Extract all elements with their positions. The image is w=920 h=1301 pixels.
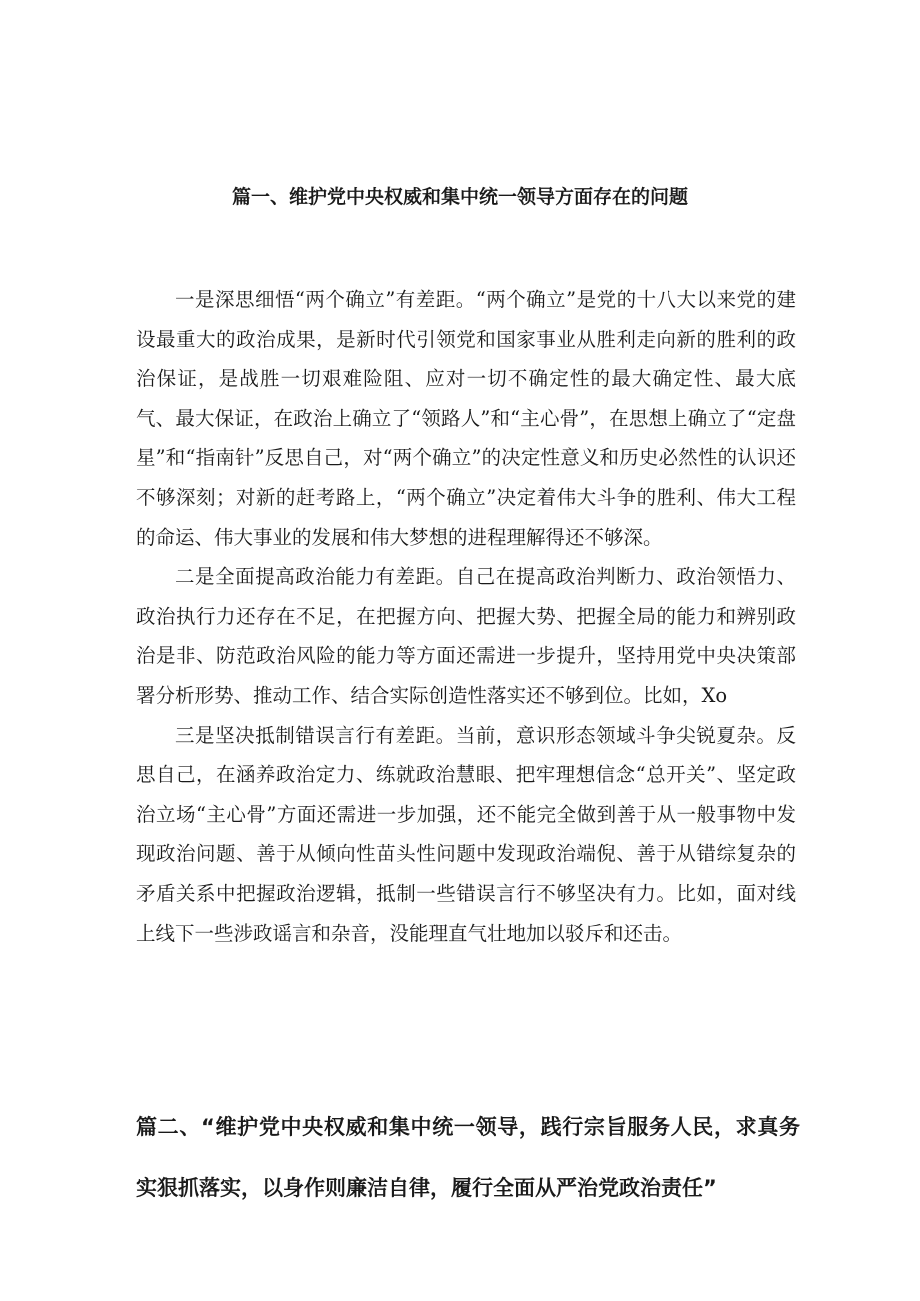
section-one-body <box>136 280 796 953</box>
section-one-heading: 篇一、维护党中央权威和集中统一领导方面存在的问题 <box>231 186 688 208</box>
paragraph-1: 一是深思细悟“两个确立”有差距。“两个确立”是党的十八大以来党的建设最重大的政治成果，是新时代引领党和国家事业从胜利走向新的胜利的政治保证，是战胜一切艰难险阻、应对一切不确定性的最大确定性、最大底气、最大保证，在政治上确立了“领路人”和“主心骨”，在思想上确立了“定盘星”和“指南针”反思自己，对“两个确立”的决定性意义和历史必然性的认识还不够深刻；对新的赶考路上，“两个确立”决定着伟大斗争的胜利、伟大工程的命运、伟大事业的发展和伟大梦想的进程理解得还不够深。 <box>136 288 796 549</box>
paragraph-2: 二是全面提高政治能力有差距。自己在提高政治判断力、政治领悟力、政治执行力还存在不足，在把握方向、把握大势、把握全局的能力和辨别政治是非、防范政治风险的能力等方面还需进一步提升，坚持用党中央决策部署分析形势、推动工作、结合实际创造性落实还不够到位。比如，Xo <box>136 565 796 707</box>
paragraph-3: 三是坚决抵制错误言行有差距。当前，意识形态领域斗争尖锐夏杂。反思自己，在涵养政治定力、练就政治慧眼、把牢理想信念“总开关”、坚定政治立场“主心骨”方面还需进一步加强，还不能完全做到善于从一般事物中发现政治问题、善于从倾向性苗头性问题中发现政治端倪、善于从错综复杂的矛盾关系中把握政治逻辑，抵制一些错误言行不够坚决有力。比如，面对线上线下一些涉政谣言和杂音，没能理直气壮地加以驳斥和还击。 <box>136 723 796 945</box>
section-two-heading: 篇二、“维护党中央权威和集中统一领导，践行宗旨服务人民，求真务实狠抓落实，以身作则廉洁自律，履行全面从严治党政治责任” <box>136 1115 800 1200</box>
